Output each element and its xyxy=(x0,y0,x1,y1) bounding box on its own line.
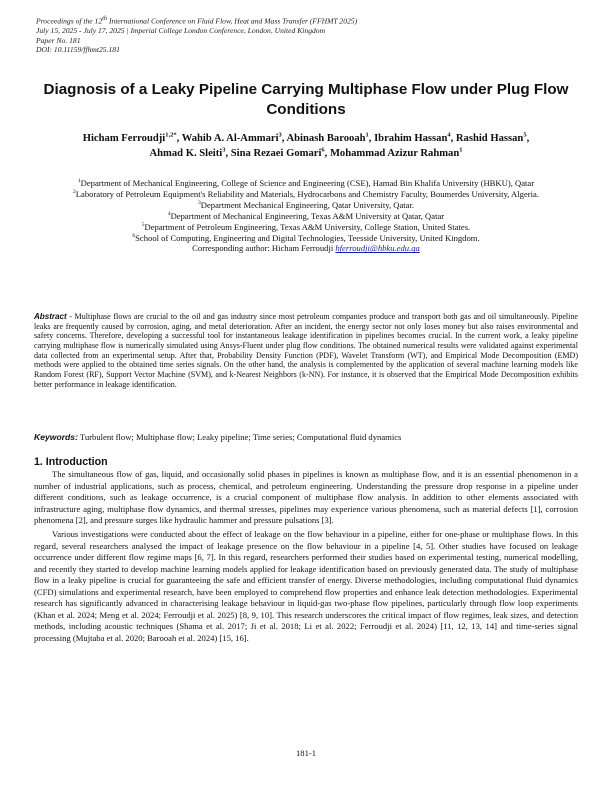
affiliation: $^5$Department of Petroleum Engineering, Texas A&M University, College Station, United States. xyxy=(141,221,471,232)
author-name: Abinash Barooah xyxy=(286,133,366,144)
section-heading-introduction: 1. Introduction xyxy=(34,456,108,468)
corresponding-author: Corresponding author: Hicham Ferroudji hferroudji@hbku.edu.qa xyxy=(192,243,420,254)
author-name: Wahib A. Al-Ammari xyxy=(181,133,279,144)
keywords xyxy=(34,432,578,443)
affiliation: $^1$Department of Mechanical Engineering, College of Science and Engineering (CSE), Hamad Bin Khalifa University (HBKU), Qatar xyxy=(77,178,535,188)
paper-title: Diagnosis of a Leaky Pipeline Carrying Multiphase Flow under Plug Flow Conditions xyxy=(43,81,569,118)
author-affiliation-mark: 1 xyxy=(459,146,463,154)
corresponding-email-link[interactable]: hferroudji@hbku.edu.qa xyxy=(335,243,420,254)
header-conference-line: Proceedings of the 12th International Conference on Fluid Flow, Heat and Mass Transfer (FFHMT 2025) xyxy=(36,15,358,26)
author-affiliation-mark: 1,2* xyxy=(165,131,177,139)
abstract-label: Abstract xyxy=(34,312,67,321)
body-paragraph: Various investigations were conducted about the effect of leakage on the flow behaviour in a pipeline, either for one-phase or multiphase flows. In this regard, several researchers analysed the impact of leakage presence on the flow behaviour in a pipeline [4, 5]. Other studies have focused on leakage occurrence under different flow regime maps [6, 7]. In this regard, researchers performed their studies based on experimental testing, numerical modelling, and recently they started to develop machine learning models applied for leakage identification based on previously generated data. The study of multiphase flow in a leaky pipeline is crucial for guaranteeing the safe and efficient transfer of energy. Diverse methodologies, including computational fluid dynamics (CFD) simulations and experimental research, have been employed to comprehend flow properties and enhance leak detection methodologies. Experimental research has significantly advanced in characterising leakage behaviour in liquid-gas two-phase flow pipelines, particularly through flow loop experiments (Khan et al. 2024; Meng et al. 2024; Ferroudji et al. 2025) [8, 9, 10]. This research underscores the critical impact of flow regimes, leak sizes, and detection methods, including acoustic techniques (Shama et al. 2017; Ji et al. 2018; Li et al. 2022; Ferroudji et al. 2024) [11, 12, 13, 14] and time-series signal processing (Mujtaba et al. 2020; Barooah et al. 2024) [15, 16]. xyxy=(34,529,578,643)
author-affiliation-mark: 3 xyxy=(222,146,226,154)
author-affiliation-mark: 6 xyxy=(321,146,325,154)
author-list xyxy=(36,131,576,161)
page-number: 181-1 xyxy=(295,748,317,758)
author-affiliation-mark: 3 xyxy=(278,131,282,139)
author-name: Ahmad K. Sleiti xyxy=(149,148,223,159)
body-paragraph: The simultaneous flow of gas, liquid, and occasionally solid phases in pipelines is known as multiphase flow, and it is an essential phenomenon in a number of industrial applications, such as process, chemical, and petroleum engineering. Understanding the pressure drop response in a pipeline under different conditions, such as leakage occurrence, is a crucial component of multiphase flow analysis. In addition to other elements associated with infrastructure aging, multiphase flow dynamics, and thermal stresses, pipelines may experience various phenomena, such as material defects [1], corrosion phenomena [2], and pressure surges like hydraulic hammer and pressure pulsations [3]. xyxy=(34,469,578,525)
abstract-text: - Multiphase flows are crucial to the oil and gas industry since most petroleum companies produce and transport both gas and oil simultaneously. Pipeline leaks are frequently caused by corrosion, aging, and metal deterioration. After an incident, the energy sector not only loses money but also raises environmental and safety concerns. Therefore, developing a successful tool for instantaneous leakage identification in pipelines becomes crucial. In the current work, a leaky pipeline carrying multiphase flow is numerically simulated using Ansys-Fluent under plug flow conditions. The obtained numerical results were validated against experimental data collected from an experimental setup. After that, Probability Density Function (PDF), Wavelet Transform (WT), and Empirical Mode Decomposition (EMD) methods were applied to the obtained time series signals. On the other hand, the analysis is complemented by the application of several machine learning models like Random Forest (RF), Support Vector Machine (SVM), and k-Nearest Neighbors (k-NN). For instance, it is observed that the Empirical Mode Decomposition exhibits better performance in leakage identification. xyxy=(34,312,578,389)
header-dates-line: July 15, 2025 - July 17, 2025 | Imperial College London Conference, London, United Kingdom xyxy=(36,26,326,36)
author-affiliation-mark: 5 xyxy=(523,131,527,139)
author-affiliation-mark: 1 xyxy=(365,131,369,139)
author-name: Mohammad Azizur Rahman xyxy=(329,148,460,159)
author-name: Sina Rezaei Gomari xyxy=(230,148,322,159)
header-doi: DOI: 10.11159/ffhmt25.181 xyxy=(36,45,120,55)
keywords-label: Keywords: xyxy=(34,432,78,442)
author-line-2: Ahmad K. Sleiti$^3$, Sina Rezaei Gomari$^6$, Mohammad Azizur Rahman$^1$ xyxy=(149,146,463,159)
author-affiliation-mark: 4 xyxy=(447,131,451,139)
keywords-text: Turbulent flow; Multiphase flow; Leaky pipeline; Time series; Computational fluid dynamics xyxy=(77,432,402,442)
header-paper-number: Paper No. 181 xyxy=(36,35,81,45)
affiliation-list xyxy=(70,178,542,254)
affiliation: $^4$Department of Mechanical Engineering, Texas A&M University at Qatar, Qatar xyxy=(167,210,445,221)
author-name: Hicham Ferroudji xyxy=(82,133,166,144)
author-line-1: Hicham Ferroudji$^{1,2*}$, Wahib A. Al-Ammari$^3$, Abinash Barooah$^1$, Ibrahim Hassan$^4$, Rashid Hassan$^5$, xyxy=(82,131,530,144)
introduction-body xyxy=(34,469,578,647)
proceedings-header xyxy=(36,14,576,55)
affiliation: $^3$Department Mechanical Engineering, Qatar University, Qatar. xyxy=(198,199,414,210)
affiliation: $^2$Laboratory of Petroleum Equipment's Reliability and Materials, Hydrocarbons and Chemistry Faculty, Boumerdes University, Algeria. xyxy=(73,188,539,199)
author-name: Ibrahim Hassan xyxy=(374,133,448,144)
affiliation: $^6$School of Computing, Engineering and Digital Technologies, Teesside University, United Kingdom. xyxy=(132,232,480,243)
abstract xyxy=(34,312,578,389)
author-name: Rashid Hassan xyxy=(455,133,524,144)
